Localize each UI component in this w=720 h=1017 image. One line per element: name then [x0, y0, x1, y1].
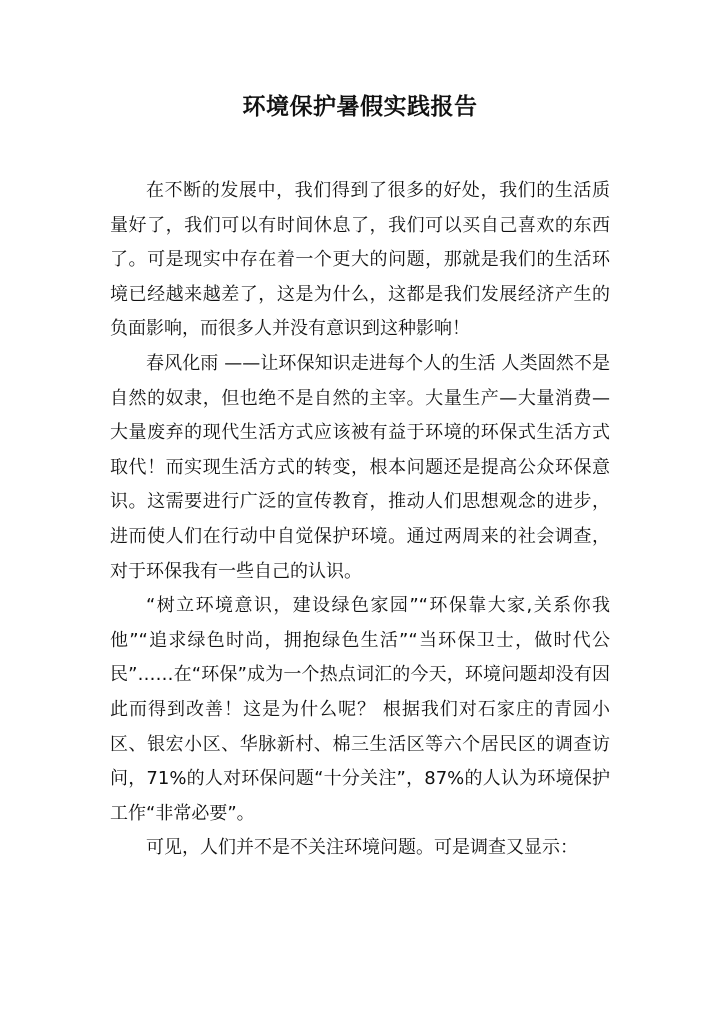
document-body	[110, 174, 610, 866]
paragraph-1: 在不断的发展中，我们得到了很多的好处，我们的生活质量好了，我们可以有时间休息了，我们可以买自己喜欢的东西了。可是现实中存在着一个更大的问题，那就是我们的生活环境已经越来越差了，这是为什么，这都是我们发展经济产生的负面影响，而很多人并没有意识到这种影响！	[110, 180, 610, 340]
document-title: 环境保护暑假实践报告	[242, 94, 478, 120]
paragraph-2: 春风化雨 ——让环保知识走进每个人的生活 人类固然不是自然的奴隶，但也绝不是自然的主宰。大量生产—大量消费—大量废弃的现代生活方式应该被有益于环境的环保式生活方式取代！而实现生活方式的转变，根本问题还是提高公众环保意识。这需要进行广泛的宣传教育，推动人们思想观念的进步，进而使人们在行动中自觉保护环境。通过两周来的社会调查，对于环保我有一些自己的认识。	[110, 352, 610, 582]
paragraph-4: 可见，人们并不是不关注环境问题。可是调查又显示：	[146, 837, 578, 859]
paragraph-3: “树立环境意识，建设绿色家园”“环保靠大家,关系你我他”“追求绿色时尚，拥抱绿色生活”“当环保卫士，做时代公民”……在“环保”成为一个热点词汇的今天，环境问题却没有因此而得到改善！这是为什么呢？ 根据我们对石家庄的青园小区、银宏小区、华脉新村、棉三生活区等六个居民区的调查访问，71%的人对环保问题“十分关注”，87%的人认为环境保护工作“非常必要”。	[110, 595, 610, 824]
